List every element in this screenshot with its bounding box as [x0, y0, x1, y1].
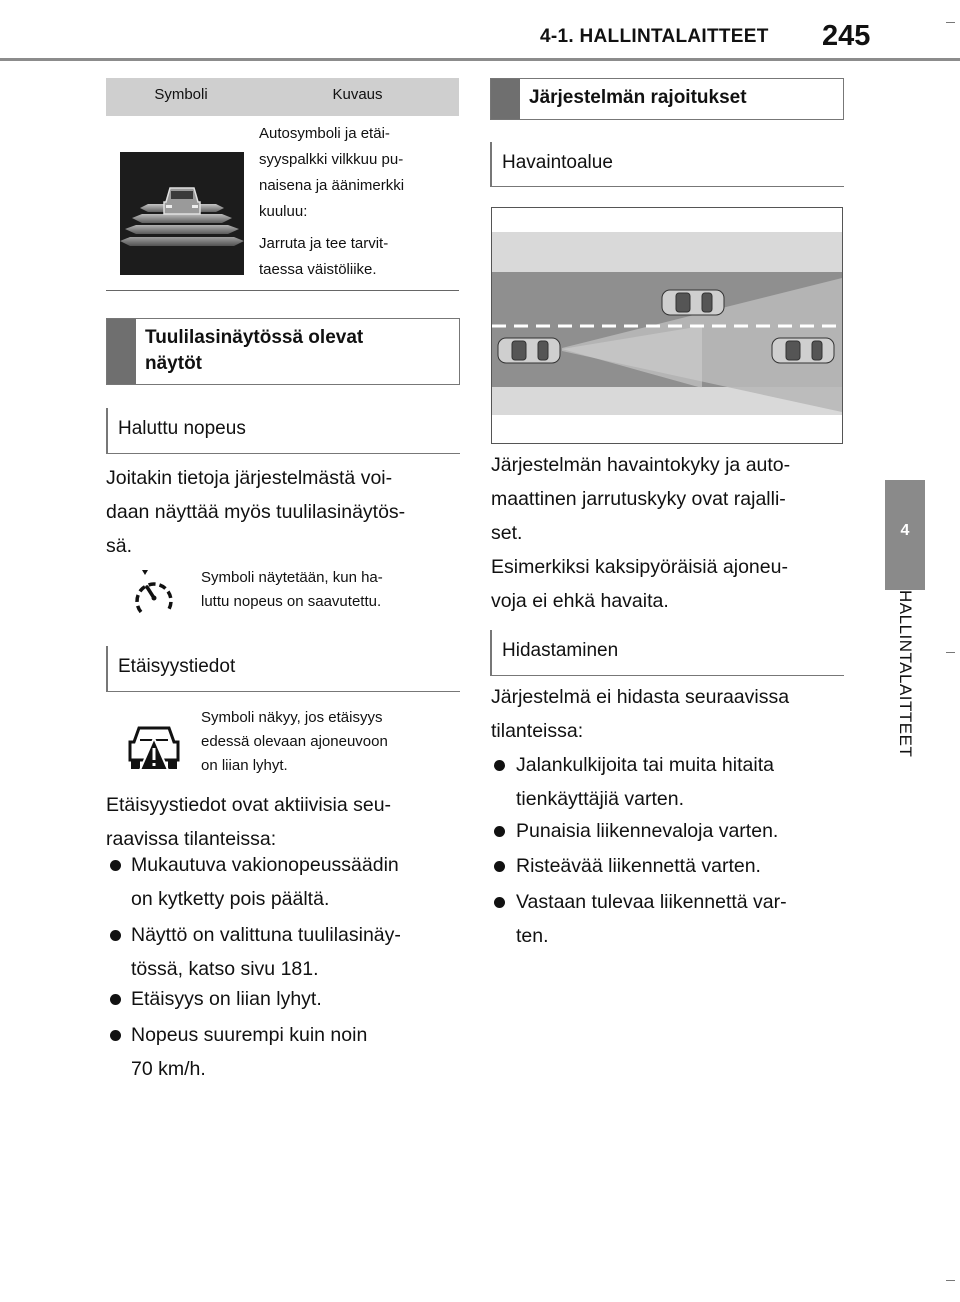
bullet-icon — [494, 897, 505, 908]
note-line: luttu nopeus on saavutettu. — [201, 593, 382, 610]
list-item — [516, 885, 846, 953]
list-item-line: Punaisia liikennevaloja varten. — [516, 820, 779, 842]
chapter-label: HALLINTALAITTEET — [896, 590, 915, 758]
limits-section-heading — [490, 78, 844, 120]
list-item-line: Jalankulkijoita tai muita hitaita — [516, 754, 774, 776]
crop-mark — [946, 22, 955, 23]
description-line: taessa väistöliike. — [259, 261, 377, 278]
heading-bar — [491, 79, 520, 119]
description-line: syyspalkki vilkkuu pu- — [259, 151, 404, 168]
paragraph-line: Järjestelmän havaintokyky ja auto- — [491, 454, 791, 476]
paragraph-line: daan näyttää myös tuulilasinäytös- — [106, 501, 406, 523]
bullet-icon — [110, 930, 121, 941]
description-line: kuuluu: — [259, 203, 308, 220]
bullet-icon — [110, 1030, 121, 1041]
paragraph — [106, 788, 466, 856]
note-line: Symboli näytetään, kun ha- — [201, 569, 383, 586]
distance-subheading — [106, 646, 460, 692]
list-item-line: Risteävää liikennettä varten. — [516, 855, 761, 877]
bullet-icon — [494, 760, 505, 771]
paragraph — [491, 550, 851, 618]
note-line: Symboli näkyy, jos etäisyys — [201, 709, 383, 726]
heading-text: Järjestelmän rajoitukset — [529, 87, 747, 108]
list-item-line: ten. — [516, 925, 549, 947]
list-item-line: tienkäyttäjiä varten. — [516, 788, 685, 810]
chapter-number: 4 — [900, 522, 910, 539]
paragraph-line: raavissa tilanteissa: — [106, 828, 277, 850]
list-item-line: Vastaan tulevaa liikennettä var- — [516, 891, 787, 913]
list-item — [131, 918, 461, 986]
paragraph — [491, 680, 851, 748]
paragraph-line: sä. — [106, 535, 133, 557]
section-title: 4-1. HALLINTALAITTEET — [540, 26, 769, 47]
list-item — [516, 814, 846, 848]
list-item-line: on kytketty pois päältä. — [131, 888, 330, 910]
crop-mark — [946, 1280, 955, 1281]
list-item-line: Etäisyys on liian lyhyt. — [131, 988, 322, 1010]
list-item — [131, 982, 461, 1016]
page-number: 245 — [822, 20, 871, 52]
bullet-icon — [110, 860, 121, 871]
subheading-text: Haluttu nopeus — [118, 418, 246, 439]
bullet-icon — [494, 861, 505, 872]
list-item — [131, 848, 461, 916]
heading-bar — [107, 319, 136, 384]
speed-subheading — [106, 408, 460, 454]
description-line: Jarruta ja tee tarvit- — [259, 235, 389, 252]
paragraph — [106, 461, 466, 563]
distance-note — [201, 706, 456, 778]
list-item-line: Nopeus suurempi kuin noin — [131, 1024, 368, 1046]
crop-mark — [946, 652, 955, 653]
car-distance-warning-icon — [126, 718, 182, 774]
bullet-icon — [110, 994, 121, 1005]
subheading-text: Etäisyystiedot — [118, 656, 236, 677]
description-line: naisena ja äänimerkki — [259, 177, 405, 194]
table-cell-description — [259, 121, 459, 283]
note-line: on liian lyhyt. — [201, 757, 288, 774]
list-item — [131, 1018, 461, 1086]
subheading-text: Hidastaminen — [502, 640, 619, 661]
note-line: edessä olevaan ajoneuvoon — [201, 733, 388, 750]
paragraph-line: Järjestelmä ei hidasta seuraavissa — [491, 686, 790, 708]
list-item-line: Mukautuva vakionopeussäädin — [131, 854, 399, 876]
paragraph-line: Esimerkiksi kaksipyöräisiä ajoneu- — [491, 556, 788, 578]
car-own — [498, 338, 560, 363]
header-rule — [0, 58, 960, 61]
table-header-symbol: Symboli — [154, 86, 208, 103]
list-item-line: tössä, katso sivu 181. — [131, 958, 319, 980]
car-ahead — [772, 338, 834, 363]
car-warning-symbol-icon — [120, 152, 244, 275]
subheading-text: Havaintoalue — [502, 152, 613, 173]
paragraph-line: maattinen jarrutuskyky ovat rajalli- — [491, 488, 786, 510]
list-item — [516, 849, 846, 883]
paragraph-line: set. — [491, 522, 523, 544]
speedometer-icon — [132, 568, 176, 618]
table-header-description: Kuvaus — [332, 86, 383, 103]
slowing-subheading — [490, 630, 844, 676]
paragraph-line: voja ei ehkä havaita. — [491, 590, 669, 612]
paragraph — [491, 448, 851, 550]
hud-section-heading — [106, 318, 460, 385]
speed-note — [201, 566, 451, 614]
heading-line: näytöt — [145, 353, 202, 374]
description-line: Autosymboli ja etäi- — [259, 125, 390, 142]
paragraph-line: Joitakin tietoja järjestelmästä voi- — [106, 467, 393, 489]
heading-line: Tuulilasinäytössä olevat — [145, 327, 364, 348]
car-front — [662, 290, 724, 315]
table-bottom-rule — [106, 290, 459, 291]
list-item-line: 70 km/h. — [131, 1058, 206, 1080]
list-item-line: Näyttö on valittuna tuulilasinäy- — [131, 924, 401, 946]
detection-subheading — [490, 142, 844, 187]
bullet-icon — [494, 826, 505, 837]
paragraph-line: tilanteissa: — [491, 720, 584, 742]
detection-range-road-illustration — [491, 207, 843, 444]
paragraph-line: Etäisyystiedot ovat aktiivisia seu- — [106, 794, 392, 816]
list-item — [516, 748, 846, 816]
